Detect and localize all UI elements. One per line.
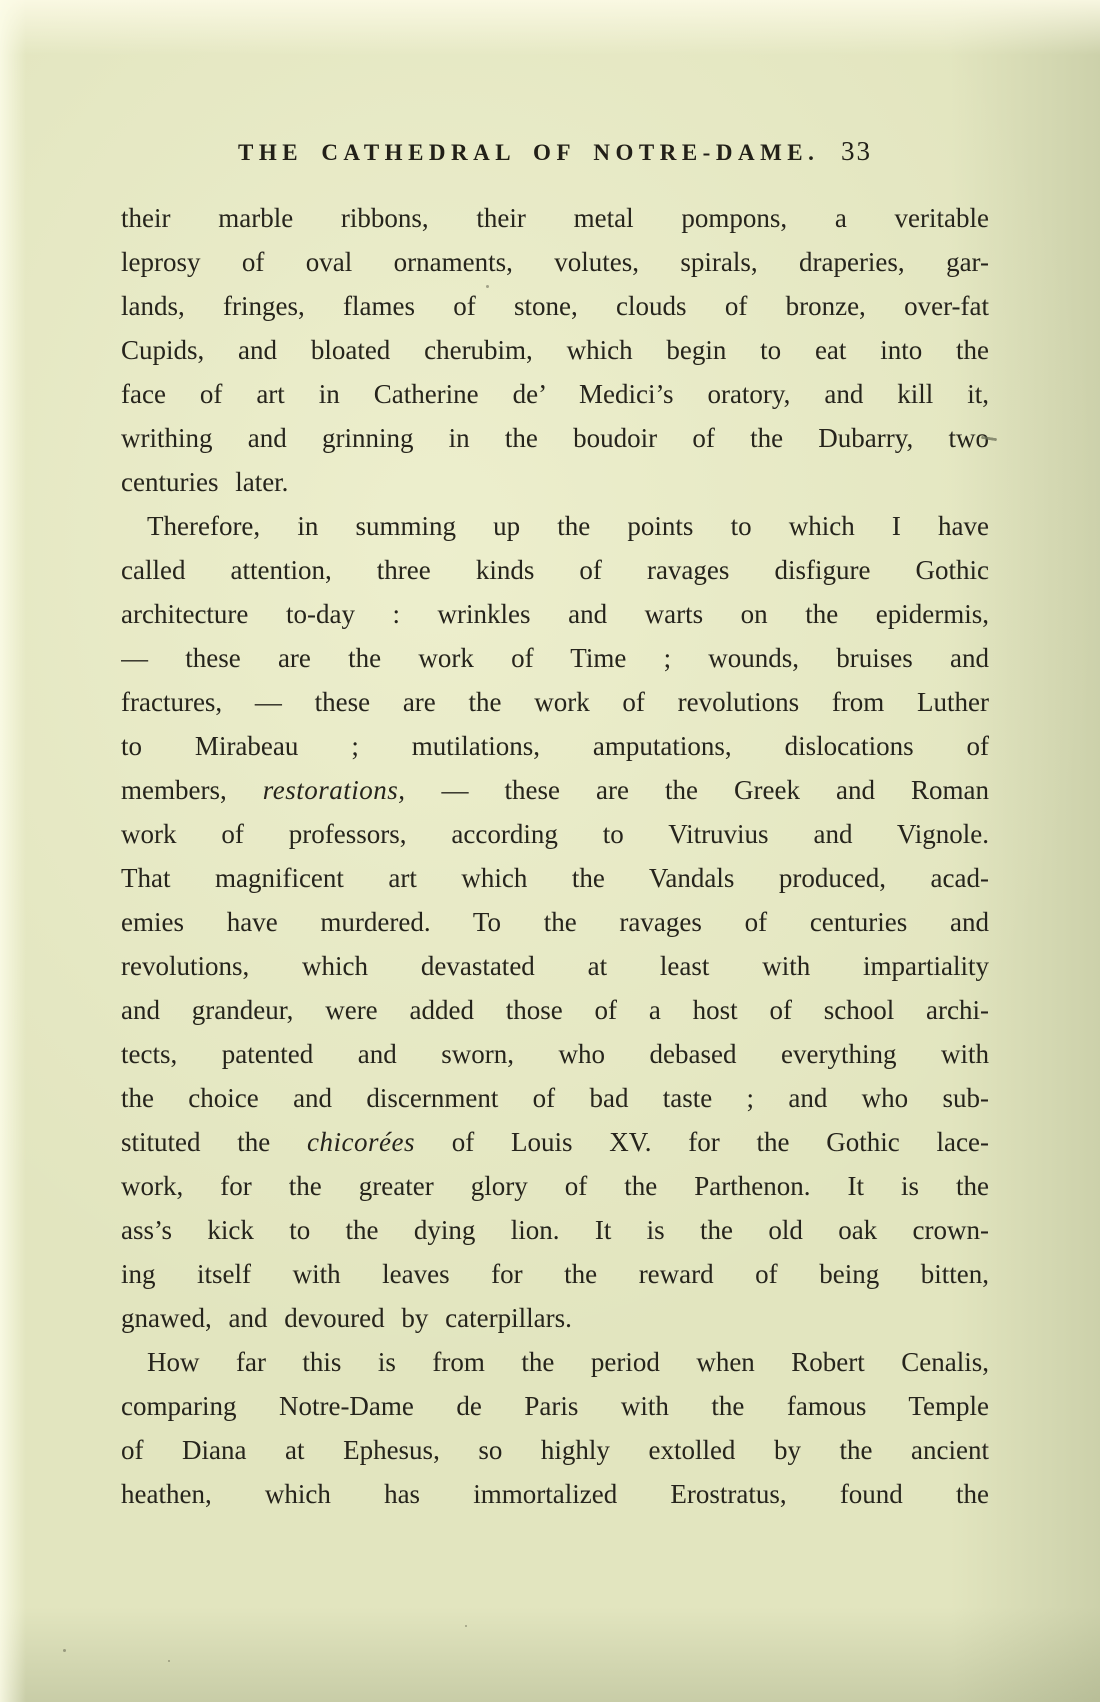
text-line	[121, 900, 989, 944]
body-text: How far this is from the period when Robert Cenalis,	[147, 1347, 989, 1377]
body-text: lands, fringes, flames of stone, clouds of bronze, over-fat	[121, 291, 989, 321]
text-line	[121, 944, 989, 988]
text-line	[121, 856, 989, 900]
body-text: face of art in Catherine de’ Medici’s oratory, and kill it,	[121, 379, 989, 409]
body-text: their marble ribbons, their metal pompons, a veritable	[121, 203, 989, 233]
body-text: heathen, which has immortalized Erostratus, found the	[121, 1479, 989, 1509]
text-line	[121, 1032, 989, 1076]
text-line	[121, 1340, 989, 1384]
body-text: tects, patented and sworn, who debased everything with	[121, 1039, 989, 1069]
text-line	[121, 548, 989, 592]
body-text: architecture to-day : wrinkles and warts on the epidermis,	[121, 599, 989, 629]
body-text: ing itself with leaves for the reward of being bitten,	[121, 1259, 989, 1289]
body-text: fractures, — these are the work of revolutions from Luther	[121, 687, 989, 717]
paper-speck	[168, 1660, 170, 1662]
text-line	[121, 416, 989, 460]
body-text: members,	[121, 775, 263, 805]
text-line	[121, 1252, 989, 1296]
body-text: the choice and discernment of bad taste ; and who sub-	[121, 1083, 989, 1113]
body-text: of Louis XV. for the Gothic lace-	[414, 1127, 989, 1157]
text-line	[121, 240, 989, 284]
body-text: to Mirabeau ; mutilations, amputations, dislocations of	[121, 731, 989, 761]
text-line	[121, 1208, 989, 1252]
running-header-title: THE CATHEDRAL OF NOTRE-DAME.	[238, 140, 820, 165]
body-text: gnawed, and devoured by caterpillars.	[121, 1303, 572, 1333]
text-line	[121, 504, 989, 548]
text-line	[121, 1076, 989, 1120]
text-line	[121, 592, 989, 636]
text-line	[121, 988, 989, 1032]
body-text: writhing and grinning in the boudoir of the Dubarry, two	[121, 423, 989, 453]
paper-speck	[465, 1625, 467, 1627]
body-text: of Diana at Ephesus, so highly extolled by the ancient	[121, 1435, 989, 1465]
text-line	[121, 1472, 989, 1516]
text-line	[121, 196, 989, 240]
text-column	[121, 196, 989, 1516]
body-text: ass’s kick to the dying lion. It is the old oak crown-	[121, 1215, 989, 1245]
body-text: leprosy of oval ornaments, volutes, spirals, draperies, gar-	[121, 247, 989, 277]
text-line	[121, 372, 989, 416]
text-line	[121, 460, 989, 504]
text-line	[121, 1120, 989, 1164]
text-line	[121, 636, 989, 680]
body-text: — these are the Greek and Roman	[405, 775, 989, 805]
body-text: centuries later.	[121, 467, 289, 497]
text-line	[121, 1164, 989, 1208]
body-text: work of professors, according to Vitruvius and Vignole.	[121, 819, 989, 849]
text-line	[121, 1428, 989, 1472]
text-line	[121, 812, 989, 856]
body-text: work, for the greater glory of the Parthenon. It is the	[121, 1171, 989, 1201]
body-text: emies have murdered. To the ravages of centuries and	[121, 907, 989, 937]
text-line	[121, 724, 989, 768]
body-text: revolutions, which devastated at least with impartiality	[121, 951, 989, 981]
italic-text: restorations,	[262, 775, 406, 805]
body-text: and grandeur, were added those of a host of school archi-	[121, 995, 989, 1025]
body-text: Therefore, in summing up the points to which I have	[147, 511, 989, 541]
body-text: — these are the work of Time ; wounds, bruises and	[121, 643, 989, 673]
body-text: That magnificent art which the Vandals produced, acad-	[121, 863, 989, 893]
paper-speck	[486, 285, 489, 288]
text-line	[121, 1384, 989, 1428]
text-line	[121, 328, 989, 372]
body-text: called attention, three kinds of ravages disfigure Gothic	[121, 555, 989, 585]
body-text: stituted the	[121, 1127, 308, 1157]
italic-text: chicorées	[307, 1127, 415, 1157]
text-line	[121, 680, 989, 724]
page-number: 33	[841, 136, 872, 166]
text-line	[121, 768, 989, 812]
paper-speck	[63, 1649, 66, 1652]
text-line	[121, 284, 989, 328]
body-text: comparing Notre-Dame de Paris with the famous Temple	[121, 1391, 989, 1421]
body-text: Cupids, and bloated cherubim, which begin to eat into the	[121, 335, 989, 365]
text-line	[121, 1296, 989, 1340]
